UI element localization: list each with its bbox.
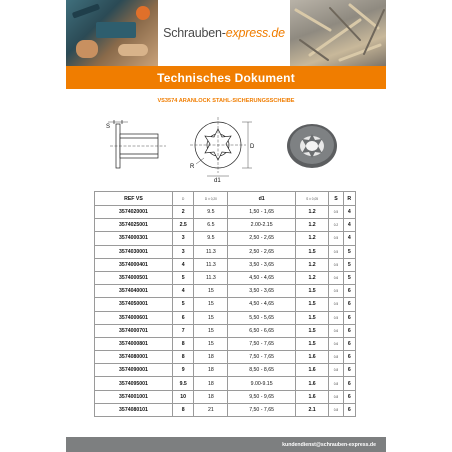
table-row [95,377,356,390]
header-banner [66,0,386,66]
screws-photo [290,0,386,66]
table-header-row [95,192,356,206]
column-header: D ± 0,20 [194,192,228,206]
table-cell: 18 [194,351,228,364]
table-cell: 6 [343,364,355,377]
table-cell: 9.5 [172,377,193,390]
drawing-label-d: D [250,144,255,150]
table-cell: 3 [172,245,193,258]
table-row [95,403,356,416]
table-cell: 8 [172,337,193,350]
table-cell: 1.5 [295,324,329,337]
table-cell: 6 [343,311,355,324]
table-cell: 4 [172,285,193,298]
column-header: d1 [228,192,295,206]
table-row [95,390,356,403]
table-cell: 1.2 [295,271,329,284]
table-cell: 18 [194,364,228,377]
table-cell: 10 [172,390,193,403]
table-cell: 1.5 [295,245,329,258]
table-cell: 0.6 [329,271,343,284]
table-cell: 3,50 - 3,65 [228,285,295,298]
technical-drawing [100,112,280,182]
tools-photo [66,0,158,66]
document-title-bar [66,66,386,89]
column-header: S ± 0,05 [295,192,329,206]
table-cell: 3574080001 [95,351,173,364]
table-cell: 18 [194,377,228,390]
table-cell: 7 [172,324,193,337]
table-row [95,337,356,350]
table-cell: 15 [194,324,228,337]
drawing-label-r: R [190,164,195,170]
table-cell: 3574000501 [95,271,173,284]
document-title: Technisches Dokument [157,70,295,85]
table-cell: 3574080101 [95,403,173,416]
table-cell: 1.5 [295,298,329,311]
table-cell: 5 [172,271,193,284]
table-cell: 3574000701 [95,324,173,337]
table-cell: 3574000601 [95,311,173,324]
table-cell: 6.5 [194,219,228,232]
table-cell: 3574040001 [95,285,173,298]
table-body [95,206,356,417]
column-header: D [172,192,193,206]
table-cell: 3574025001 [95,219,173,232]
table-cell: 0.5 [329,285,343,298]
table-cell: 2.5 [172,219,193,232]
table-cell: 0.8 [329,377,343,390]
table-cell: 0.5 [329,311,343,324]
table-cell: 5,50 - 5,65 [228,311,295,324]
table-row [95,324,356,337]
table-cell: 1.6 [295,351,329,364]
table-cell: 0.8 [329,364,343,377]
column-header: S [329,192,343,206]
table-cell: 3574000801 [95,337,173,350]
drawing-label-s: S [106,124,111,130]
table-cell: 4 [343,206,355,219]
table-cell: 9.5 [194,206,228,219]
footer-bar [66,437,386,452]
table-cell: 9 [172,364,193,377]
table-cell: 0.5 [329,298,343,311]
table-cell: 15 [194,298,228,311]
table-row [95,311,356,324]
table-cell: 0.6 [329,337,343,350]
table-cell: 15 [194,311,228,324]
table-cell: 0.8 [329,390,343,403]
table-row [95,206,356,219]
table-cell: 8 [172,351,193,364]
table-row [95,351,356,364]
table-cell: 8,50 - 8,65 [228,364,295,377]
table-cell: 3574030001 [95,245,173,258]
table-row [95,219,356,232]
table-cell: 18 [194,390,228,403]
logo-main-text: Schrauben- [163,26,226,40]
table-cell: 3574020001 [95,206,173,219]
table-cell: 1.6 [295,364,329,377]
table-cell: 3574000401 [95,258,173,271]
table-cell: 4,50 - 4,65 [228,271,295,284]
table-cell: 21 [194,403,228,416]
table-cell: 2,50 - 2,65 [228,245,295,258]
table-cell: 0.5 [329,232,343,245]
table-row [95,232,356,245]
table-cell: 6,50 - 6,65 [228,324,295,337]
table-cell: 0.2 [329,219,343,232]
table-cell: 5 [172,298,193,311]
table-cell: 3574000301 [95,232,173,245]
table-cell: 3,50 - 3,65 [228,258,295,271]
table-row [95,258,356,271]
table-cell: 1.6 [295,377,329,390]
table-cell: 1.5 [295,311,329,324]
column-header: REF VS [95,192,173,206]
table-cell: 4 [172,258,193,271]
table-cell: 8 [172,403,193,416]
table-cell: 0.8 [329,403,343,416]
table-cell: 2 [172,206,193,219]
table-cell: 4 [343,219,355,232]
table-cell: 0.5 [329,206,343,219]
table-row [95,271,356,284]
column-header: R [343,192,355,206]
table-cell: 3574001001 [95,390,173,403]
table-row [95,364,356,377]
table-cell: 6 [343,298,355,311]
table-cell: 9.00-9.15 [228,377,295,390]
table-cell: 3 [172,232,193,245]
table-cell: 3574095001 [95,377,173,390]
drawing-label-d1: d1 [214,178,221,182]
logo-accent-text: express.de [225,26,285,40]
table-cell: 3574090001 [95,364,173,377]
table-cell: 6 [343,351,355,364]
table-cell: 1.2 [295,219,329,232]
table-cell: 0.5 [329,258,343,271]
table-cell: 4 [343,232,355,245]
table-cell: 6 [343,403,355,416]
table-cell: 6 [343,337,355,350]
specification-table [94,191,356,417]
washer-photo [284,120,340,172]
table-cell: 4,50 - 4,65 [228,298,295,311]
table-cell: 6 [343,377,355,390]
table-cell: 7,50 - 7,65 [228,403,295,416]
table-cell: 1.5 [295,285,329,298]
table-row [95,285,356,298]
table-cell: 6 [343,390,355,403]
table-cell: 3574050001 [95,298,173,311]
table-cell: 1.2 [295,232,329,245]
table-cell: 1.6 [295,390,329,403]
table-cell: 5 [343,245,355,258]
table-cell: 0.5 [329,245,343,258]
document-page [66,0,386,452]
table-cell: 2.1 [295,403,329,416]
product-subtitle: VS3574 ARANLOCK STAHL-SICHERUNGSSCHEIBE [157,98,295,104]
table-cell: 0.6 [329,324,343,337]
table-cell: 0.8 [329,351,343,364]
table-cell: 15 [194,285,228,298]
table-cell: 1.2 [295,258,329,271]
table-cell: 11.3 [194,245,228,258]
table-cell: 6 [343,285,355,298]
table-cell: 5 [343,258,355,271]
table-cell: 1,50 - 1,65 [228,206,295,219]
table-cell: 1.5 [295,337,329,350]
table-cell: 6 [172,311,193,324]
table-cell: 9,50 - 9,65 [228,390,295,403]
table-row [95,245,356,258]
table-cell: 2.00-2.15 [228,219,295,232]
table-cell: 7,50 - 7,65 [228,337,295,350]
table-cell: 9.5 [194,232,228,245]
table-cell: 2,50 - 2,65 [228,232,295,245]
table-cell: 11.3 [194,258,228,271]
table-cell: 5 [343,271,355,284]
logo[interactable] [158,0,290,66]
table-cell: 7,50 - 7,65 [228,351,295,364]
table-row [95,298,356,311]
footer-email[interactable]: kundendienst@schrauben-express.de [282,441,376,448]
table-cell: 15 [194,337,228,350]
table-cell: 11.3 [194,271,228,284]
table-cell: 6 [343,324,355,337]
table-cell: 1.2 [295,206,329,219]
